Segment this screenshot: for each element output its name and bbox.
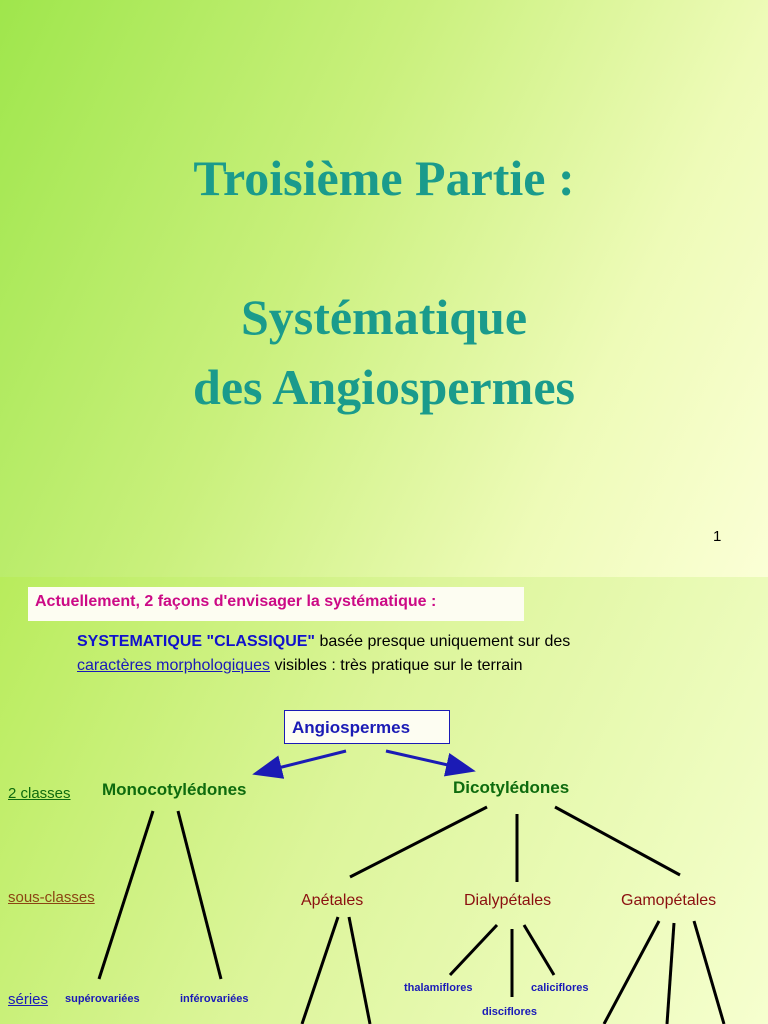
slide-title-part: Troisième Partie : [193, 150, 575, 206]
classic-label: SYSTEMATIQUE "CLASSIQUE" [77, 633, 316, 650]
arrow-to-dico [386, 751, 470, 770]
class-monocotyledones: Monocotylédones [102, 780, 247, 799]
subclass-apetales: Apétales [301, 892, 364, 909]
serie-caliciflores: caliciflores [531, 982, 589, 994]
gamo-branch-right [694, 921, 724, 1024]
tree-lines [0, 577, 768, 1024]
apetales-branch-right [349, 917, 370, 1024]
label-series[interactable]: séries [8, 991, 49, 1008]
serie-thalamiflores: thalamiflores [404, 982, 473, 994]
page-number: 1 [713, 528, 722, 545]
dialy-branch-left [450, 925, 497, 975]
mono-branch-left [99, 811, 153, 979]
dico-branch-gamo [555, 807, 680, 875]
gamo-branch-mid [667, 923, 674, 1024]
subclass-dialypetales: Dialypétales [464, 892, 552, 909]
apetales-branch-left [302, 917, 338, 1024]
label-classes[interactable]: 2 classes [8, 785, 71, 802]
serie-inferovariees: inférovariées [180, 993, 249, 1005]
label-sous-classes[interactable]: sous-classes [8, 889, 95, 906]
dico-branch-apetales [350, 807, 487, 877]
slide-title-main: Systématique [240, 289, 528, 345]
slide-title-sub: des Angiospermes [193, 359, 575, 415]
serie-superovariees: supérovariées [65, 993, 140, 1005]
arrow-to-mono [258, 751, 346, 773]
root-label: Angiospermes [292, 718, 411, 737]
serie-disciflores: disciflores [482, 1006, 538, 1018]
classification-slide [0, 577, 768, 1024]
mono-branch-right [178, 811, 221, 979]
classic-text-1: basée presque uniquement sur des [315, 633, 571, 650]
intro-heading: Actuellement, 2 façons d'envisager la systématique : [35, 593, 437, 610]
gamo-branch-left [604, 921, 659, 1024]
dialy-branch-right [524, 925, 554, 975]
morphology-link[interactable]: caractères morphologiques [77, 657, 270, 674]
classic-text-2: visibles : très pratique sur le terrain [270, 657, 523, 674]
class-dicotyledones: Dicotylédones [453, 778, 570, 797]
subclass-gamopetales: Gamopétales [621, 892, 717, 909]
